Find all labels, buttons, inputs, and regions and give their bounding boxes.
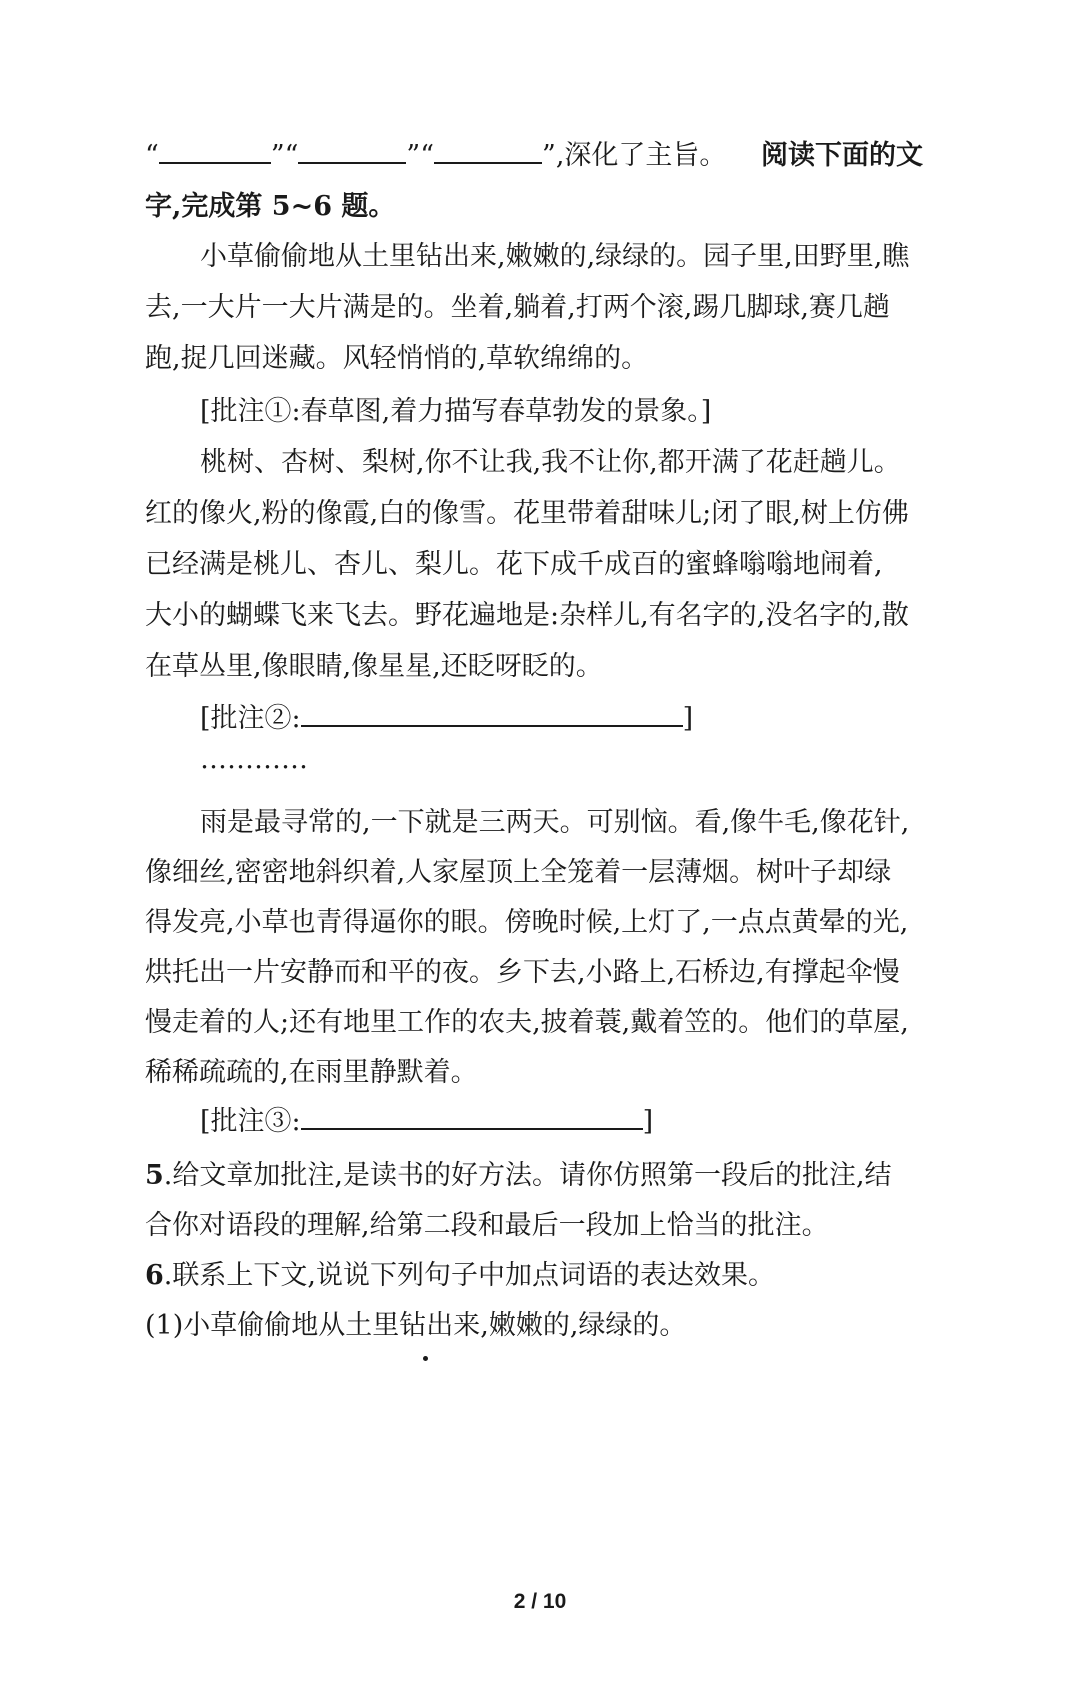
- para1-line3: 跑,捉几回迷藏。风轻悄悄的,草软绵绵的。: [145, 343, 649, 374]
- question-6-text: .联系上下文,说说下列句子中加点词语的表达效果。: [163, 1260, 775, 1291]
- para2-line4: 大小的蝴蝶飞来飞去。野花遍地是:杂样儿,有名字的,没名字的,散: [145, 600, 909, 631]
- para3-line6: 稀稀疏疏的,在雨里静默着。: [145, 1057, 478, 1088]
- ellipsis: …………: [200, 744, 308, 775]
- quote-open: “: [145, 140, 159, 171]
- para2-line5: 在草丛里,像眼睛,像星星,还眨呀眨的。: [145, 651, 603, 682]
- para1-line1: 小草偷偷地从土里钻出来,嫩嫩的,绿绿的。园子里,田野里,瞧: [200, 241, 910, 272]
- para2-line2: 红的像火,粉的像霞,白的像雪。花里带着甜味儿;闭了眼,树上仿佛: [145, 498, 909, 529]
- question-6-line1: [145, 1256, 775, 1296]
- annotation-2-close: ]: [682, 703, 694, 734]
- emphasis-dot-mark: [423, 1356, 428, 1361]
- annotation-3-close: ]: [642, 1106, 654, 1137]
- question-6-number: 6: [145, 1260, 164, 1291]
- quote-mid-1: ”“: [270, 140, 299, 171]
- para1-line2: 去,一大片一大片满是的。坐着,躺着,打两个滚,踢几脚球,赛几趟: [145, 292, 890, 323]
- question-5-line1: [145, 1156, 892, 1196]
- annotation-2-blank[interactable]: [301, 701, 683, 727]
- question-6-sentence-1: (1)小草偷偷地从土里钻出来,嫩嫩的,绿绿的。: [145, 1310, 687, 1341]
- para3-line1: 雨是最寻常的,一下就是三两天。可别恼。看,像牛毛,像花针,: [200, 807, 910, 838]
- answer-blank-2[interactable]: [298, 138, 406, 164]
- annotation-2-label: [批注②:: [200, 703, 301, 734]
- annotation-3: [200, 1102, 653, 1142]
- para2-line3: 已经满是桃儿、杏儿、梨儿。花下成千成百的蜜蜂嗡嗡地闹着,: [145, 549, 883, 580]
- deepen-theme-text: ”,深化了主旨。: [542, 140, 727, 171]
- annotation-2: [200, 699, 693, 739]
- reading-instruction-cont: 字,完成第 5~6 题。: [145, 191, 396, 222]
- para3-line5: 慢走着的人;还有地里工作的农夫,披着蓑,戴着笠的。他们的草屋,: [145, 1007, 909, 1038]
- para3-line2: 像细丝,密密地斜织着,人家屋顶上全笼着一层薄烟。树叶子却绿: [145, 857, 892, 888]
- para2-line1: 桃树、杏树、梨树,你不让我,我不让你,都开满了花赶趟儿。: [200, 447, 901, 478]
- quote-mid-2: ”“: [406, 140, 435, 171]
- question-5-number: 5: [145, 1160, 164, 1191]
- line-blanks: [145, 136, 923, 176]
- annotation-1: [批注①:春草图,着力描写春草勃发的景象。]: [200, 396, 712, 427]
- annotation-3-blank[interactable]: [301, 1104, 643, 1130]
- answer-blank-3[interactable]: [434, 138, 542, 164]
- page-number: 2 / 10: [513, 1590, 567, 1613]
- question-5-text: .给文章加批注,是读书的好方法。请你仿照第一段后的批注,结: [163, 1160, 892, 1191]
- para3-line4: 烘托出一片安静而和平的夜。乡下去,小路上,石桥边,有撑起伞慢: [145, 957, 900, 988]
- annotation-3-label: [批注③:: [200, 1106, 301, 1137]
- para3-line3: 得发亮,小草也青得逼你的眼。傍晚时候,上灯了,一点点黄晕的光,: [145, 907, 909, 938]
- reading-instruction: 阅读下面的文: [761, 140, 924, 171]
- question-5-line2: 合你对语段的理解,给第二段和最后一段加上恰当的批注。: [145, 1210, 829, 1241]
- answer-blank-1[interactable]: [159, 138, 271, 164]
